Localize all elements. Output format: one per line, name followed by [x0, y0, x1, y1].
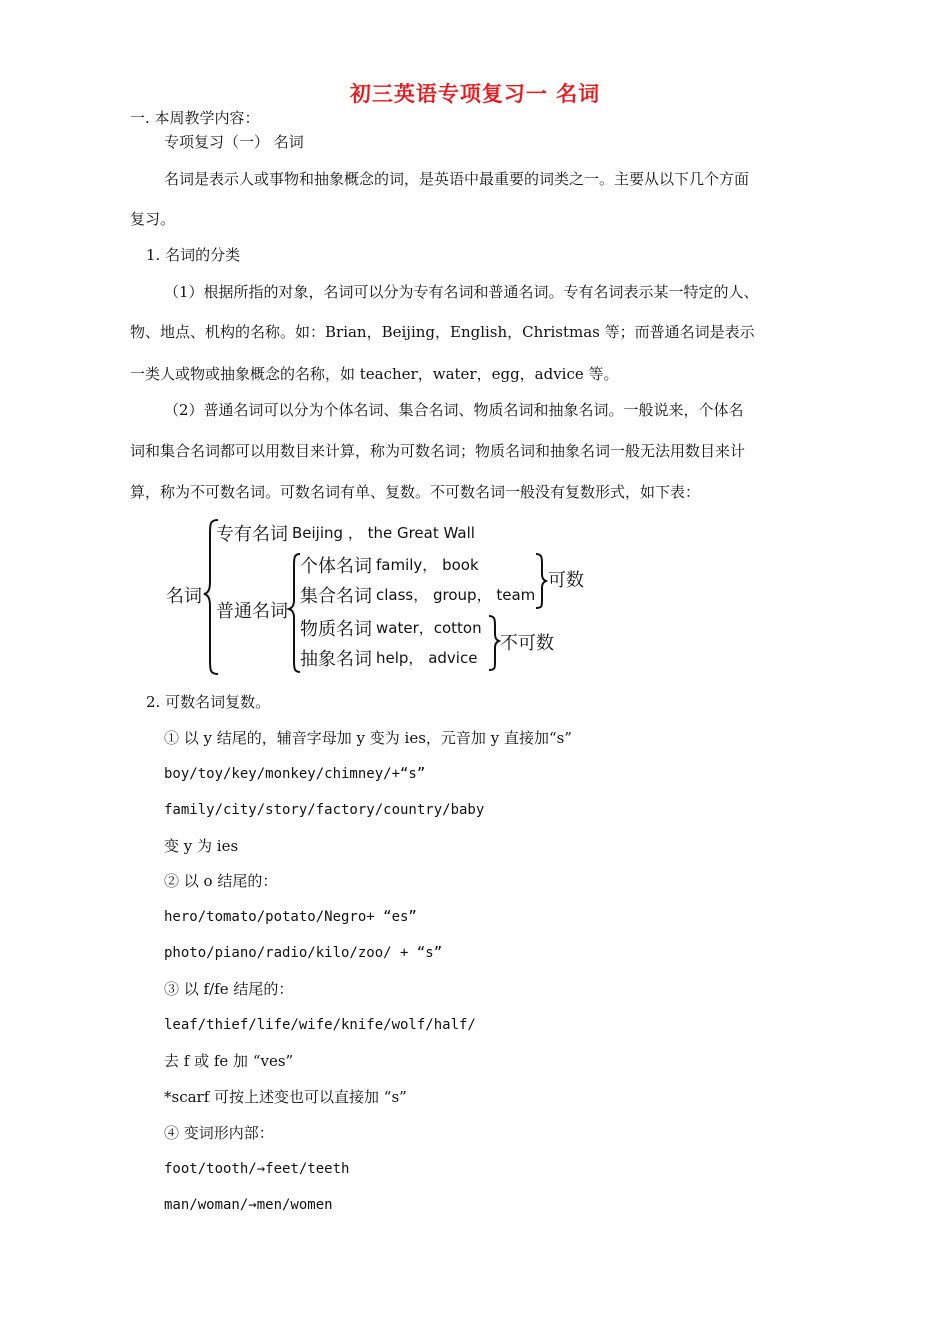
- example-line: 去 f 或 fe 加 “ves”: [164, 1052, 294, 1070]
- countable-label: 可数: [548, 570, 584, 591]
- subheading-plurals: 2. 可数名词复数。: [146, 693, 271, 711]
- example-line: 变 y 为 ies: [164, 837, 239, 855]
- material-noun-label: 物质名词: [300, 619, 372, 640]
- paragraph-line: 算，称为不可数名词。可数名词有单、复数。不可数名词一般没有复数形式，如下表：: [130, 483, 701, 501]
- section-subtitle: 专项复习（一） 名词: [164, 133, 304, 151]
- intro-paragraph-line: 名词是表示人或事物和抽象概念的词，是英语中最重要的词类之一。主要从以下几个方面: [164, 170, 750, 188]
- material-noun-examples: water，cotton: [376, 619, 482, 637]
- example-line: boy/toy/key/monkey/chimney/+“s”: [164, 766, 426, 782]
- noun-classification-diagram: [160, 512, 600, 682]
- example-line: foot/tooth/→feet/teeth: [164, 1161, 350, 1177]
- paragraph-line: 物、地点、机构的名称。如：Brian，Beijing，English，Christmas 等；而普通名词是表示: [130, 323, 755, 341]
- proper-noun-label: 专有名词: [216, 524, 288, 545]
- example-line: leaf/thief/life/wife/knife/wolf/half/: [164, 1017, 476, 1033]
- diagram-root-noun: 名词: [166, 586, 202, 607]
- rule-internal-change: ④ 变词形内部：: [164, 1124, 274, 1142]
- example-line: hero/tomato/potato/Negro+ “es”: [164, 909, 417, 925]
- example-line: *scarf 可按上述变也可以直接加 “s”: [164, 1088, 407, 1106]
- rule-f-fe-ending: ③ 以 f/fe 结尾的：: [164, 980, 294, 998]
- collective-noun-examples: class， group， team: [376, 586, 536, 604]
- paragraph-line: 词和集合名词都可以用数目来计算，称为可数名词；物质名词和抽象名词一般无法用数目来计: [130, 442, 746, 460]
- page-title: 初三英语专项复习一 名词: [349, 81, 601, 106]
- intro-paragraph-line: 复习。: [130, 210, 176, 228]
- example-line: man/woman/→men/women: [164, 1197, 333, 1213]
- common-noun-label: 普通名词: [216, 601, 288, 622]
- rule-o-ending: ② 以 o 结尾的：: [164, 872, 278, 890]
- individual-noun-label: 个体名词: [300, 556, 372, 577]
- section-heading: 一. 本周教学内容：: [130, 109, 260, 127]
- example-line: photo/piano/radio/kilo/zoo/ + “s”: [164, 945, 443, 961]
- subheading-classification: 1. 名词的分类: [146, 246, 241, 264]
- example-line: family/city/story/factory/country/baby: [164, 802, 485, 818]
- abstract-noun-label: 抽象名词: [300, 649, 372, 670]
- paragraph-line: （1）根据所指的对象，名词可以分为专有名词和普通名词。专有名词表示某一特定的人、: [164, 283, 759, 301]
- abstract-noun-examples: help， advice: [376, 649, 478, 667]
- individual-noun-examples: family， book: [376, 556, 479, 574]
- paragraph-line: 一类人或物或抽象概念的名称，如 teacher，water，egg，advice 等。: [130, 365, 619, 383]
- proper-noun-examples: Beijing ， the Great Wall: [292, 524, 475, 542]
- paragraph-line: （2）普通名词可以分为个体名词、集合名词、物质名词和抽象名词。一般说来，个体名: [164, 401, 744, 419]
- rule-y-ending: ① 以 y 结尾的，辅音字母加 y 变为 ies，元音加 y 直接加“s”: [164, 729, 572, 747]
- collective-noun-label: 集合名词: [300, 586, 372, 607]
- uncountable-label: 不可数: [500, 633, 554, 654]
